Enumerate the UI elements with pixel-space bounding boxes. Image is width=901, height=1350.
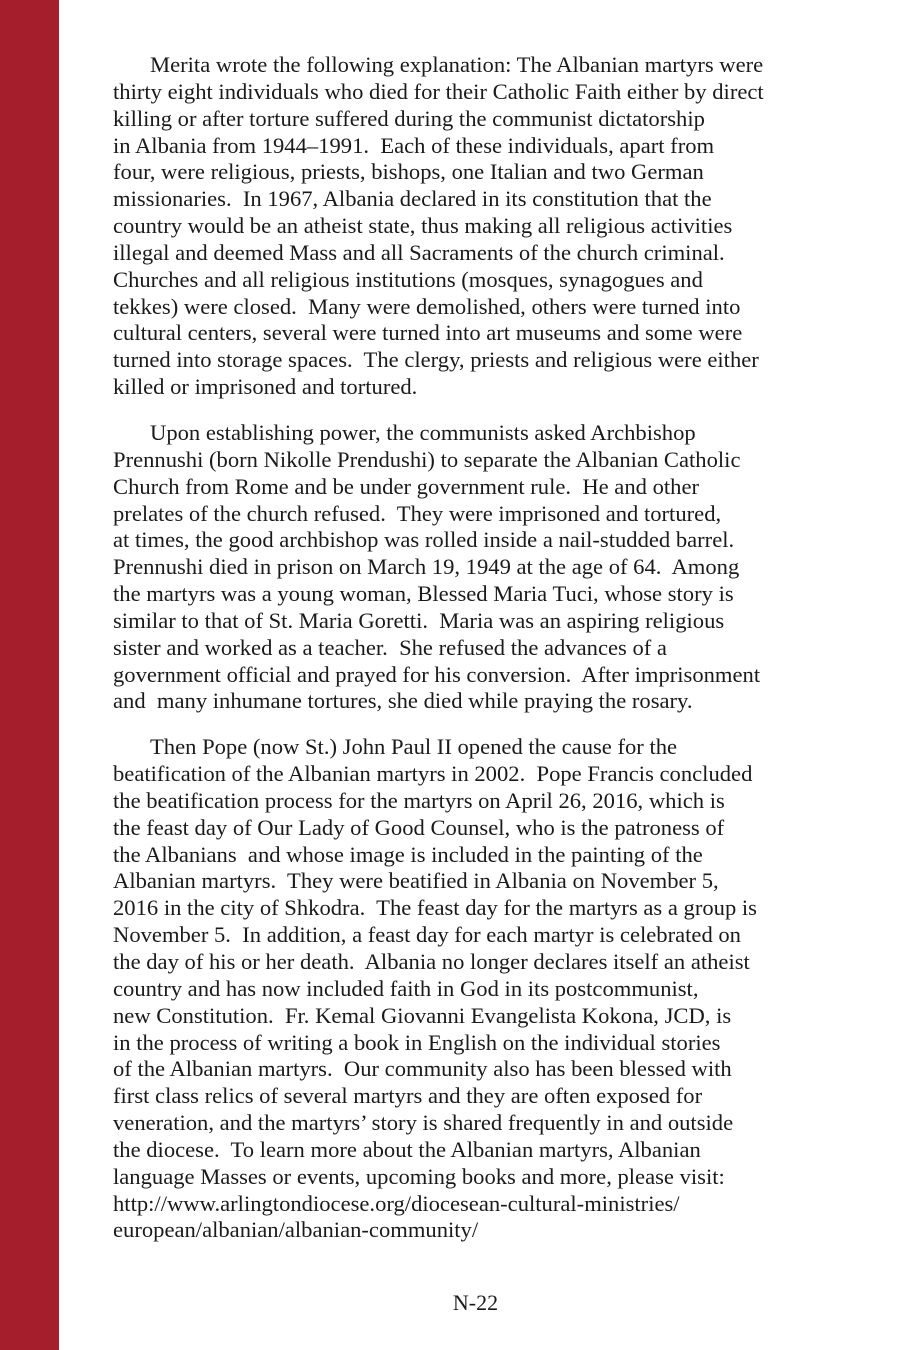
text-line: in the process of writing a book in English on the individual stories — [113, 1029, 721, 1055]
text-line: at times, the good archbishop was rolled inside a nail-studded barrel. — [113, 527, 735, 553]
text-line: missionaries. In 1967, Albania declared in its constitution that the — [113, 186, 712, 212]
text-line: country would be an atheist state, thus making all religious activities — [113, 213, 733, 239]
text-line: killing or after torture suffered during the communist dictatorship — [113, 105, 705, 131]
text-line: Prennushi (born Nikolle Prendushi) to separate the Albanian Catholic — [113, 446, 741, 472]
document-body — [113, 52, 873, 1263]
text-line: prelates of the church refused. They were imprisoned and tortured, — [113, 500, 722, 526]
text-line: the day of his or her death. Albania no longer declares itself an atheist — [113, 949, 750, 974]
text-line: new Constitution. Fr. Kemal Giovanni Evangelista Kokona, JCD, is — [113, 1002, 732, 1028]
text-line: 2016 in the city of Shkodra. The feast day for the martyrs as a group is — [113, 895, 757, 921]
text-line: in Albania from 1944–1991. Each of these individuals, apart from — [113, 132, 715, 158]
text-line: the beatification process for the martyrs on April 26, 2016, which is — [113, 787, 725, 813]
text-line: of the Albanian martyrs. Our community also has been blessed with — [113, 1056, 732, 1082]
text-line: the martyrs was a young woman, Blessed Maria Tuci, whose story is — [113, 581, 734, 607]
text-line: similar to that of St. Maria Goretti. Maria was an aspiring religious — [113, 607, 725, 633]
text-line: Churches and all religious institutions (mosques, synagogues and — [113, 266, 703, 292]
text-line: turned into storage spaces. The clergy, priests and religious were either — [113, 347, 759, 373]
url-line[interactable]: http://www.arlingtondiocese.org/diocesean-cultural-ministries/ — [113, 1190, 680, 1216]
paragraph-beatification — [113, 734, 873, 1244]
text-line: beatification of the Albanian martyrs in 2002. Pope Francis concluded — [113, 761, 753, 787]
text-line: four, were religious, priests, bishops, one Italian and two German — [113, 159, 704, 185]
paragraph-archbishop-prennushi — [113, 420, 873, 715]
text-line: language Masses or events, upcoming books and more, please visit: — [113, 1163, 725, 1189]
text-line: the Albanians and whose image is included in the painting of the — [113, 841, 703, 867]
text-line: first class relics of several martyrs and they are often exposed for — [113, 1083, 703, 1109]
text-line: November 5. In addition, a feast day for each martyr is celebrated on — [113, 922, 741, 948]
decorative-side-bar — [0, 0, 59, 1350]
text-line: cultural centers, several were turned into art museums and some were — [113, 320, 743, 346]
text-line: Then Pope (now St.) John Paul II opened the cause for the — [150, 734, 678, 760]
text-line: tekkes) were closed. Many were demolished, others were turned into — [113, 293, 741, 319]
text-line: Upon establishing power, the communists asked Archbishop — [150, 419, 696, 445]
text-line: veneration, and the martyrs’ story is shared frequently in and outside — [113, 1110, 734, 1136]
text-line: Merita wrote the following explanation: The Albanian martyrs were — [150, 52, 764, 77]
text-line: government official and prayed for his conversion. After imprisonment — [113, 661, 761, 687]
text-line: killed or imprisoned and tortured. — [113, 374, 418, 400]
text-line: and many inhumane tortures, she died while praying the rosary. — [113, 688, 693, 714]
text-line: Church from Rome and be under government rule. He and other — [113, 473, 700, 499]
text-line: the feast day of Our Lady of Good Counsel, who is the patroness of — [113, 814, 725, 840]
page-number: N-22 — [452, 1290, 499, 1315]
paragraph-martyrs-explanation — [113, 52, 873, 401]
text-line: Prennushi died in prison on March 19, 1949 at the age of 64. Among — [113, 554, 740, 580]
text-line: the diocese. To learn more about the Albanian martyrs, Albanian — [113, 1136, 701, 1162]
text-line: Albanian martyrs. They were beatified in Albania on November 5, — [113, 868, 719, 894]
text-line: illegal and deemed Mass and all Sacraments of the church criminal. — [113, 239, 725, 265]
url-line[interactable]: european/albanian/albanian-community/ — [113, 1217, 479, 1243]
text-line: sister and worked as a teacher. She refused the advances of a — [113, 634, 667, 660]
text-line: thirty eight individuals who died for their Catholic Faith either by direct — [113, 78, 764, 104]
text-line: country and has now included faith in God in its postcommunist, — [113, 975, 699, 1001]
